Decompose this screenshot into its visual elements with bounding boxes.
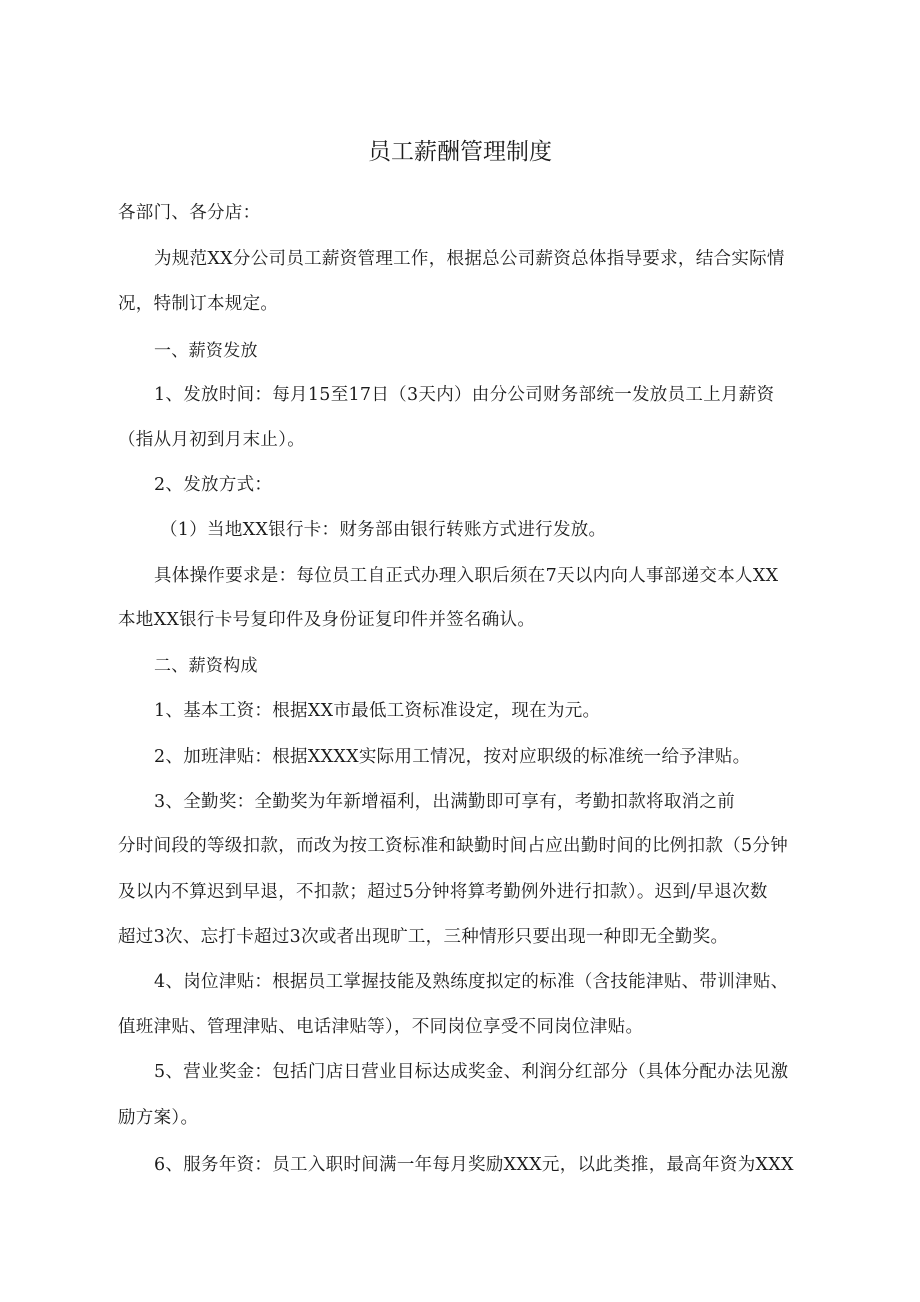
section-2-item-4-line-2: 值班津贴、管理津贴、电话津贴等），不同岗位享受不同岗位津贴。 (118, 1017, 644, 1037)
section-2-item-3-line-4: 超过3次、忘打卡超过3次或者出现旷工，三种情形只要出现一种即无全勤奖。 (118, 927, 729, 947)
section-1-item-1-line-1: 1、发放时间：每月15至17日（3天内）由分公司财务部统一发放员工上月薪资 (154, 385, 775, 405)
section-2-heading: 二、薪资构成 (154, 656, 258, 676)
section-2-item-2: 2、加班津贴：根据XXXX实际用工情况，按对应职级的标准统一给予津贴。 (154, 747, 751, 767)
section-1-item-2-sub-1: （1）当地XX银行卡：财务部由银行转账方式进行发放。 (160, 520, 607, 540)
document-title: 员工薪酬管理制度 (368, 139, 552, 165)
intro-line-2: 况，特制订本规定。 (118, 294, 279, 314)
section-1-item-2: 2、发放方式： (154, 475, 273, 495)
section-1-item-1-line-2: （指从月初到月末止）。 (118, 430, 306, 450)
section-2-item-5-line-1: 5、营业奖金：包括门店日营业目标达成奖金、利润分红部分（具体分配办法见激 (154, 1062, 789, 1082)
greeting: 各部门、各分店： (118, 203, 261, 223)
section-2-item-3-line-2: 分时间段的等级扣款，而改为按工资标准和缺勤时间占应出勤时间的比例扣款（5分钟 (118, 836, 789, 856)
intro-line-1: 为规范XX分公司员工薪资管理工作，根据总公司薪资总体指导要求，结合实际情 (154, 249, 785, 269)
section-2-item-4-line-1: 4、岗位津贴：根据员工掌握技能及熟练度拟定的标准（含技能津贴、带训津贴、 (154, 972, 789, 992)
section-2-item-6-line-1: 6、服务年资：员工入职时间满一年每月奖励XXX元，以此类推，最高年资为XXX (154, 1155, 794, 1175)
section-2-item-3-line-1: 3、全勤奖：全勤奖为年新增福利，出满勤即可享有，考勤扣款将取消之前 (154, 792, 736, 812)
section-2-item-3-line-3: 及以内不算迟到早退，不扣款；超过5分钟将算考勤例外进行扣款）。迟到/早退次数 (118, 882, 768, 902)
section-2-item-1: 1、基本工资：根据XX市最低工资标准设定，现在为元。 (154, 701, 601, 721)
section-1-heading: 一、薪资发放 (154, 341, 258, 361)
requirement-line-1: 具体操作要求是：每位员工自正式办理入职后须在7天以内向人事部递交本人XX (154, 566, 779, 586)
section-2-item-5-line-2: 励方案）。 (118, 1108, 199, 1128)
requirement-line-2: 本地XX银行卡号复印件及身份证复印件并签名确认。 (118, 610, 536, 630)
